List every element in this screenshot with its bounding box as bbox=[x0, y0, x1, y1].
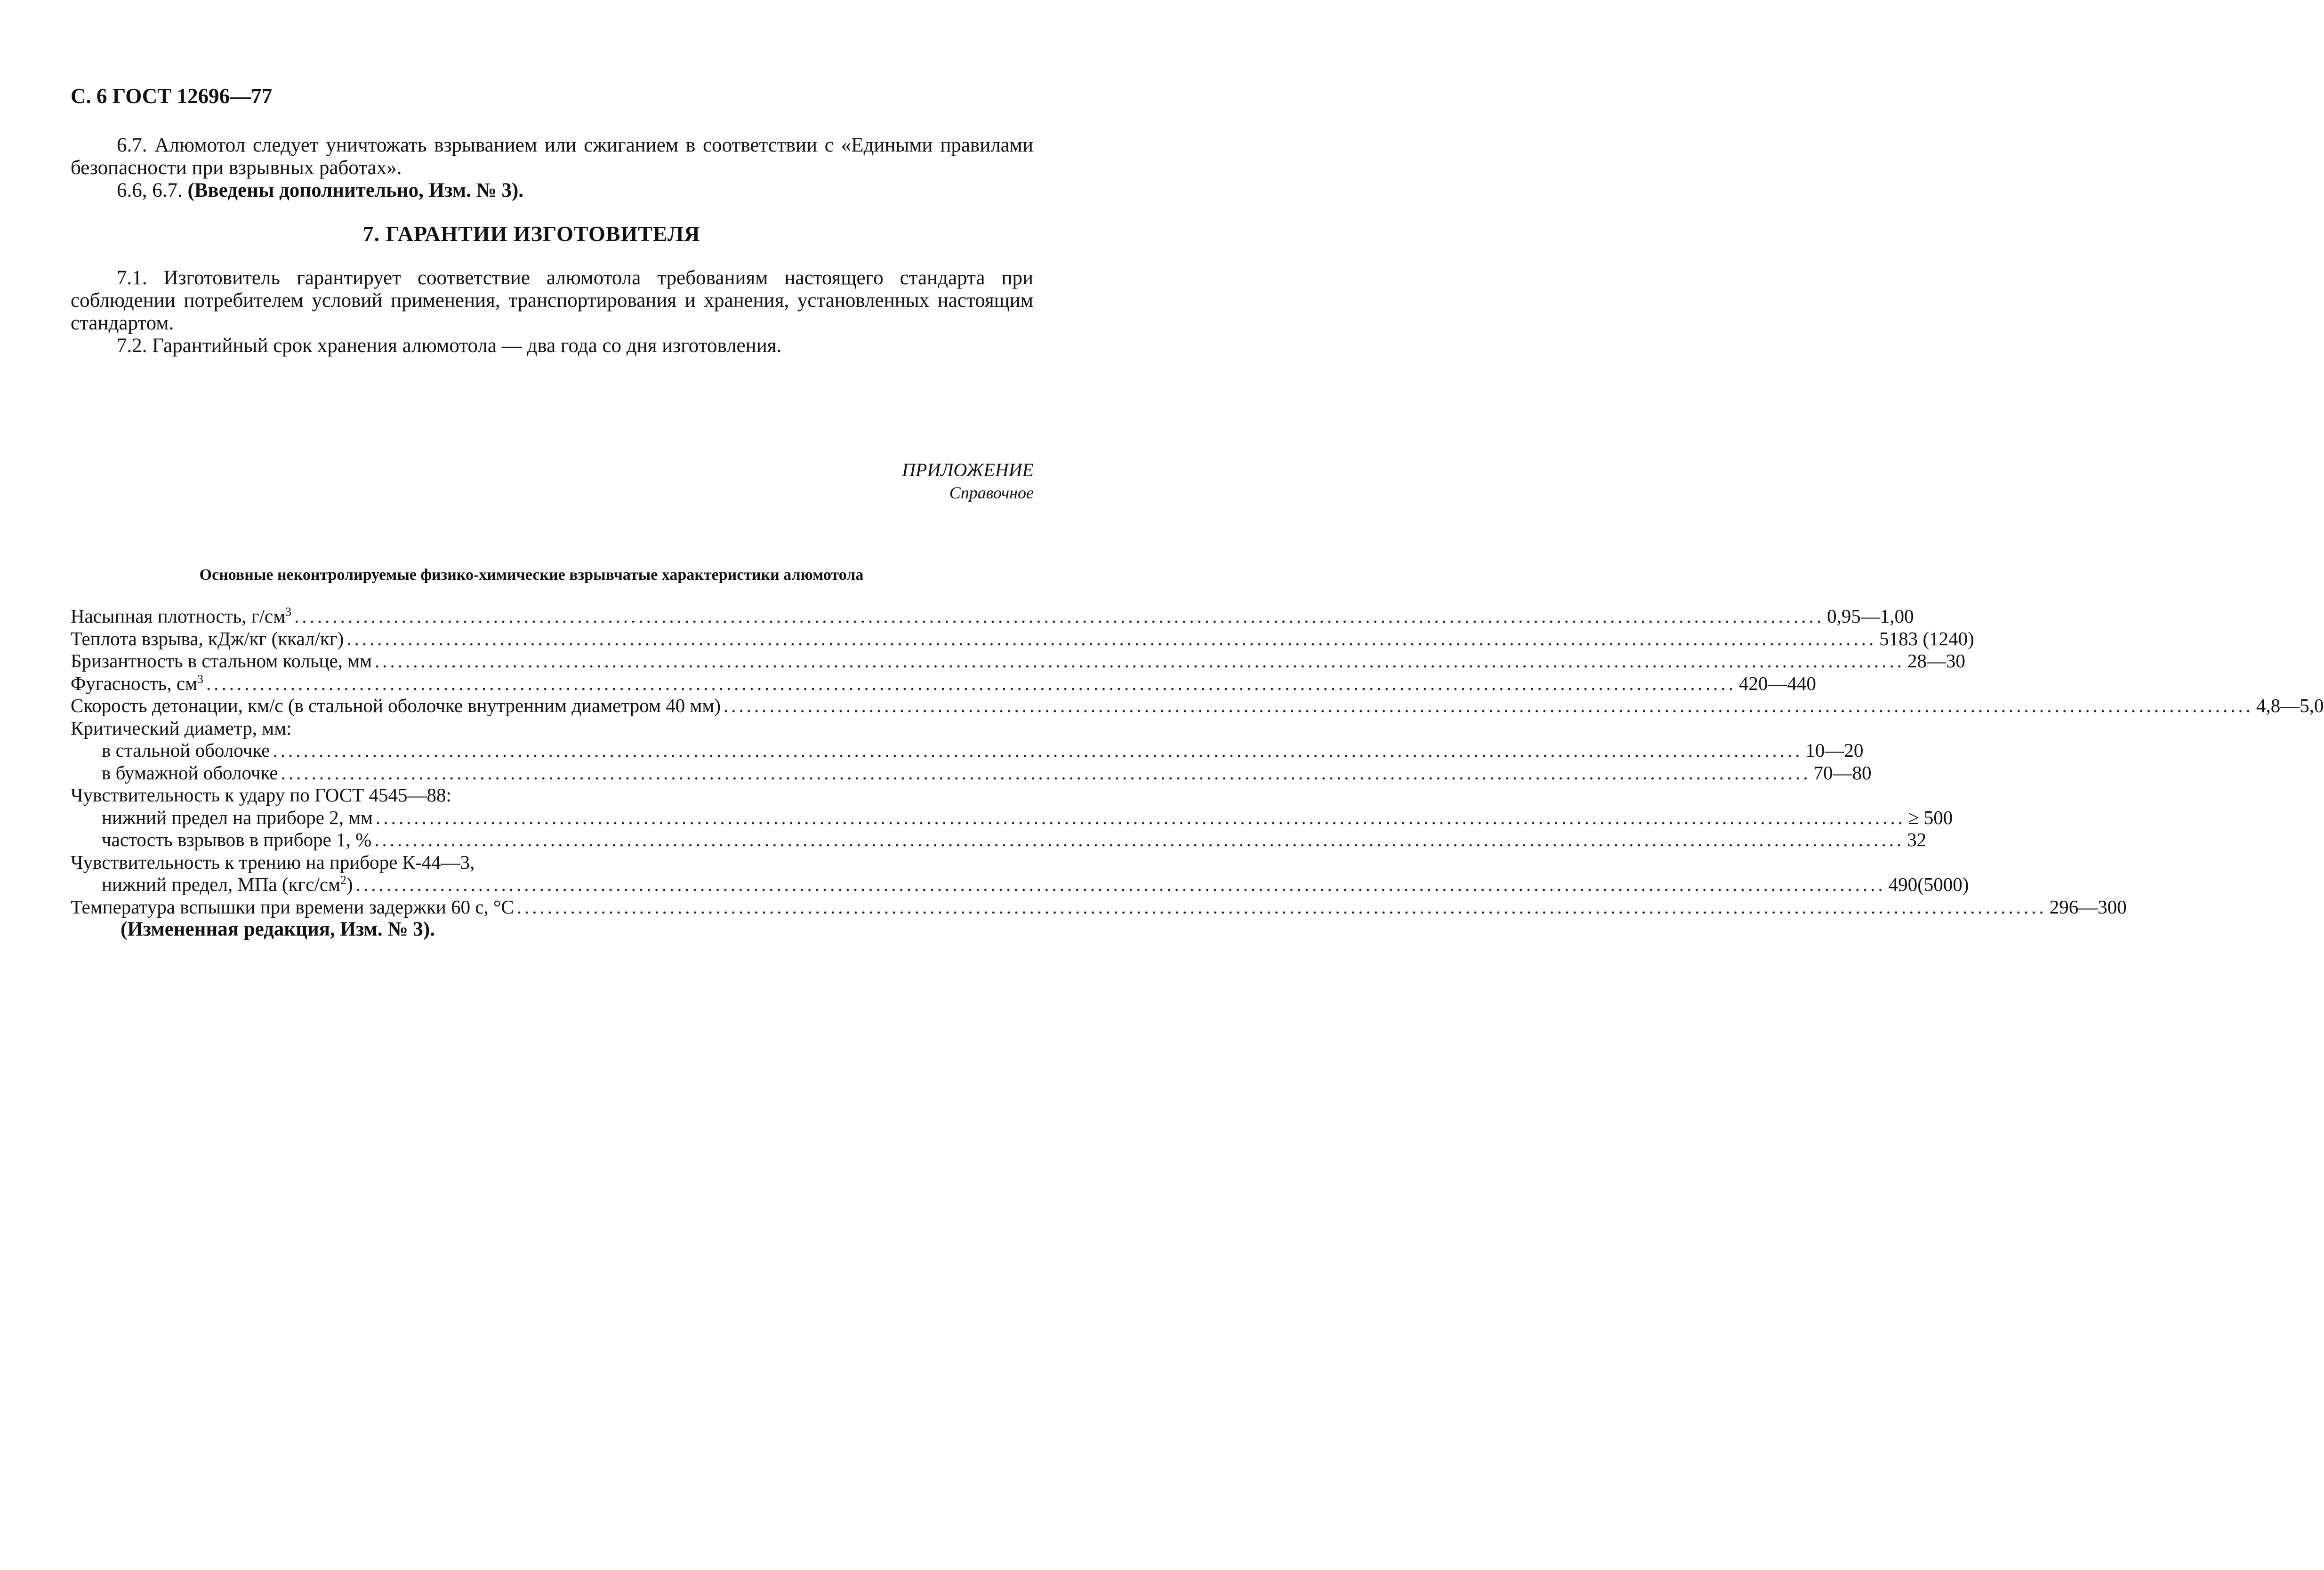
dot-leader: ........................................................................................................................................................................................................ bbox=[724, 695, 2253, 716]
dot-leader: ........................................................................................................................................................................................................ bbox=[516, 896, 2047, 918]
characteristic-row bbox=[71, 761, 1872, 785]
characteristic-name-text: Температура вспышки при времени задержки 60 с, °С bbox=[71, 896, 514, 918]
dot-leader: ........................................................................................................................................................................................................ bbox=[355, 873, 1886, 895]
characteristic-name-text: Чувствительность к трению на приборе К-44—3, bbox=[71, 851, 475, 873]
dot-leader: ........................................................................................................................................................................................................ bbox=[374, 829, 1905, 850]
characteristic-row bbox=[71, 829, 1927, 851]
characteristics-table-title: Основные неконтролируемые физико-химические взрывчатые характеристики алюмотола bbox=[199, 566, 864, 584]
characteristic-row bbox=[71, 717, 1059, 740]
characteristic-value: 490(5000) bbox=[1888, 873, 1969, 895]
characteristic-row bbox=[71, 695, 2324, 717]
unit-superscript: 3 bbox=[285, 605, 292, 619]
characteristic-name-text: нижний предел на приборе 2, мм bbox=[102, 806, 373, 828]
characteristic-value: 296—300 bbox=[2049, 896, 2127, 918]
section-7-title: 7. ГАРАНТИИ ИЗГОТОВИТЕЛЯ bbox=[362, 222, 700, 246]
characteristic-row bbox=[71, 672, 1817, 695]
characteristic-value: 4,8—5,0 bbox=[2256, 695, 2324, 716]
characteristic-name-text: в стальной оболочке bbox=[102, 739, 270, 761]
characteristic-value: 0,95—1,00 bbox=[1827, 605, 1914, 627]
dot-leader: ........................................................................................................................................................................................................ bbox=[294, 605, 1825, 627]
paragraph-6-6-6-7-prefix: 6.6, 6.7. bbox=[117, 179, 188, 201]
characteristic-name-text: Бризантность в стальном кольце, мм bbox=[71, 650, 372, 672]
characteristic-name-text: Чувствительность к удару по ГОСТ 4545—88: bbox=[71, 784, 451, 806]
characteristic-value: ≥ 500 bbox=[1908, 806, 1953, 828]
characteristic-name-text: Теплота взрыва, кДж/кг (ккал/кг) bbox=[71, 627, 344, 649]
characteristic-name bbox=[71, 829, 371, 851]
dot-leader: ........................................................................................................................................................................................................ bbox=[281, 761, 1811, 784]
characteristic-name-text: Скорость детонации, км/с (в стальной оболочке внутренним диаметром 40 мм) bbox=[71, 695, 721, 716]
characteristic-name-text: в бумажной оболочке bbox=[102, 761, 278, 784]
dot-leader: ........................................................................................................................................................................................................ bbox=[375, 650, 1905, 672]
characteristic-name bbox=[71, 605, 291, 628]
characteristic-name bbox=[71, 739, 270, 762]
page-header: С. 6 ГОСТ 12696—77 bbox=[71, 84, 273, 108]
amendment-note: (Введены дополнительно, Изм. № 3). bbox=[187, 179, 524, 201]
paragraph-7-1: 7.1. Изготовитель гарантирует соответствие алюмотола требованиям настоящего стандарта при соблюдении потребителем условий применения, транспортирования и хранения, установленных настоящим стандартом. bbox=[71, 267, 1033, 334]
paragraph-6-6-6-7 bbox=[71, 179, 1033, 202]
characteristic-name-text: нижний предел, МПа (кгс/см bbox=[102, 873, 341, 895]
characteristic-name bbox=[71, 673, 203, 695]
characteristic-value: 5183 (1240) bbox=[1879, 627, 1974, 649]
characteristic-name bbox=[71, 896, 514, 919]
characteristic-name-text: Критический диаметр, мм: bbox=[71, 717, 292, 739]
characteristic-value: 32 bbox=[1907, 829, 1927, 850]
characteristic-row bbox=[71, 784, 1059, 807]
appendix-title: ПРИЛОЖЕНИЕ bbox=[902, 459, 1034, 481]
edit-note: (Измененная редакция, Изм. № 3). bbox=[121, 918, 435, 940]
characteristic-name bbox=[71, 807, 373, 829]
characteristic-row bbox=[71, 627, 1974, 650]
dot-leader: ........................................................................................................................................................................................................ bbox=[346, 627, 1877, 649]
characteristic-name bbox=[71, 784, 451, 807]
characteristic-name-suffix: ) bbox=[346, 873, 353, 895]
characteristic-row bbox=[71, 873, 1969, 896]
characteristic-name bbox=[71, 873, 353, 896]
characteristic-name bbox=[71, 628, 344, 650]
characteristics-list bbox=[71, 605, 2324, 918]
characteristic-name-text: Насыпная плотность, г/см bbox=[71, 605, 286, 627]
characteristic-value: 10—20 bbox=[1805, 739, 1864, 761]
characteristic-row bbox=[71, 605, 1914, 628]
unit-superscript: 3 bbox=[197, 672, 204, 686]
unit-superscript: 2 bbox=[340, 873, 347, 887]
dot-leader: ........................................................................................................................................................................................................ bbox=[206, 672, 1737, 694]
dot-leader: ........................................................................................................................................................................................................ bbox=[376, 806, 1906, 828]
characteristic-row bbox=[71, 650, 1966, 673]
dot-leader: ........................................................................................................................................................................................................ bbox=[273, 739, 1803, 761]
characteristic-row bbox=[71, 806, 1953, 829]
characteristic-value: 28—30 bbox=[1907, 650, 1966, 672]
characteristic-name bbox=[71, 650, 372, 673]
characteristic-row bbox=[71, 896, 2127, 919]
paragraph-7-2: 7.2. Гарантийный срок хранения алюмотола — два года со дня изготовления. bbox=[117, 335, 782, 357]
appendix-subtitle: Справочное bbox=[949, 483, 1034, 502]
paragraph-6-7: 6.7. Алюмотол следует уничтожать взрыванием или сжиганием в соответствии с «Едиными правилами безопасности при взрывных работах». bbox=[71, 134, 1033, 179]
characteristic-name bbox=[71, 762, 278, 785]
characteristic-row bbox=[71, 851, 1059, 874]
characteristic-value: 420—440 bbox=[1739, 672, 1817, 694]
characteristic-name bbox=[71, 695, 721, 717]
characteristic-name-text: Фугасность, см bbox=[71, 672, 198, 694]
appendix-header bbox=[902, 459, 1034, 504]
characteristic-name bbox=[71, 851, 474, 874]
characteristic-value: 70—80 bbox=[1813, 761, 1872, 784]
characteristic-name bbox=[71, 717, 292, 740]
characteristic-name-text: частость взрывов в приборе 1, % bbox=[102, 829, 372, 850]
characteristic-row bbox=[71, 739, 1864, 762]
